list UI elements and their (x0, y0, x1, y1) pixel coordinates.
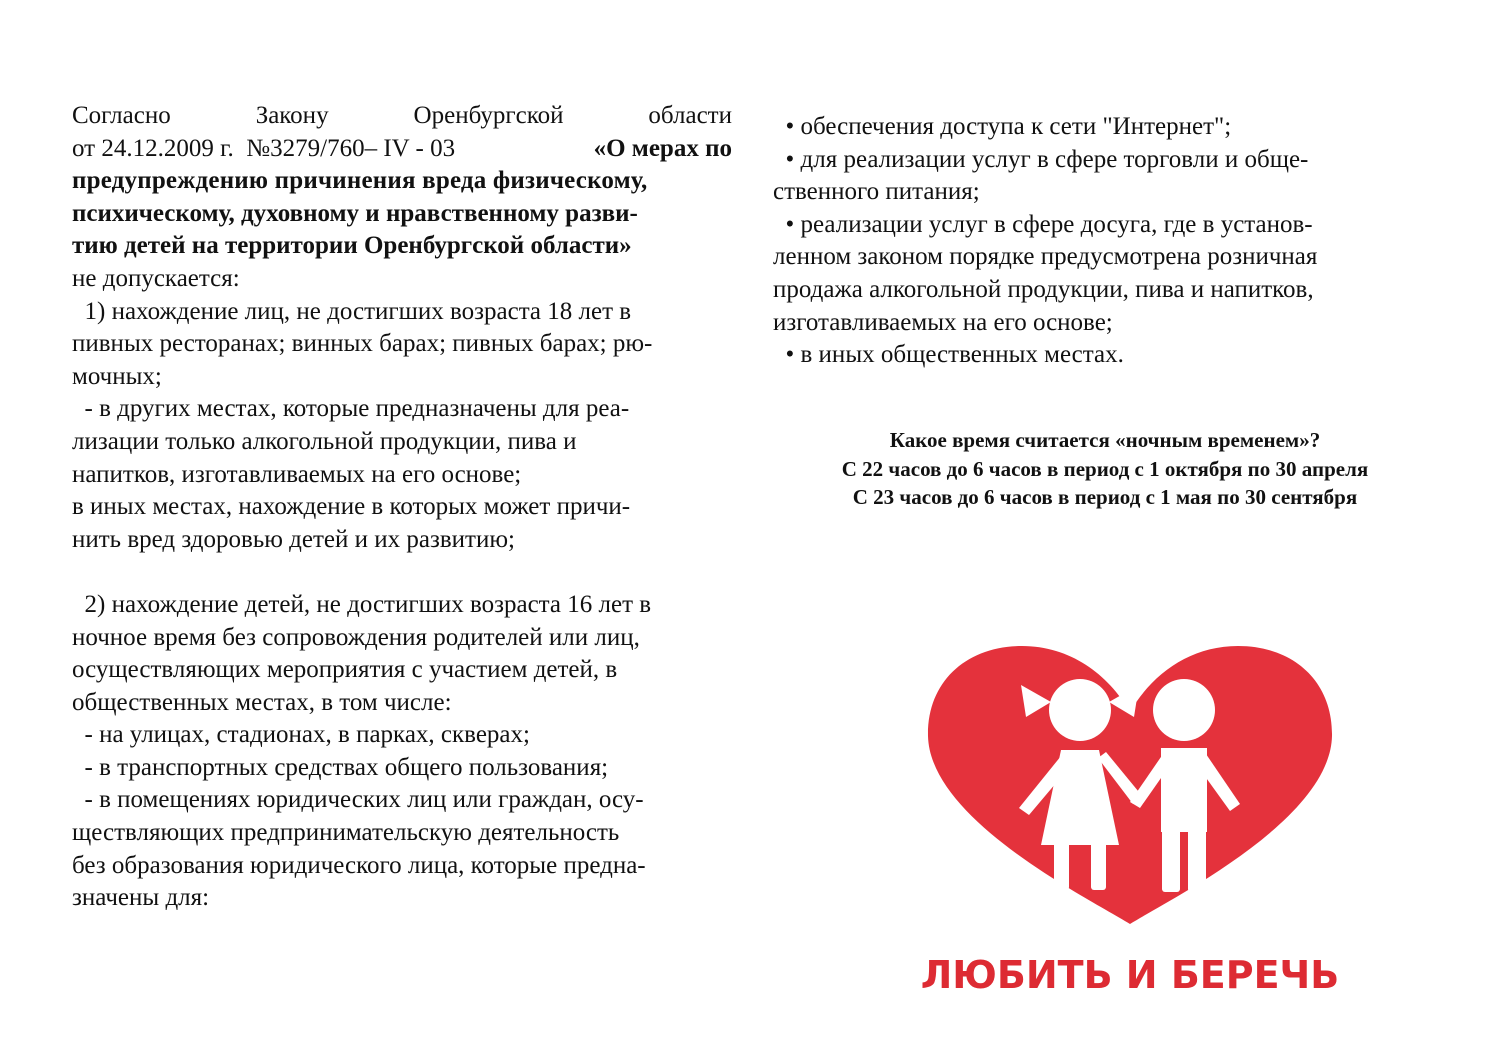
venue-line: изготавливаемых на его основе; (773, 308, 1113, 336)
love-and-protect-logo (918, 640, 1342, 1000)
item2-line: - на улицах, стадионах, в парках, скверах; (72, 721, 530, 749)
item2-line: 2) нахождение детей, не достигших возраста 16 лет в (72, 590, 652, 618)
item2-line: ществляющих предпринимательскую деятельность (72, 819, 620, 847)
item2-line: - в помещениях юридических лиц или граждан, осу- (72, 786, 644, 814)
logo-caption: ЛЮБИТЬ И БЕРЕЧЬ (920, 953, 1340, 997)
item1-line: - в других местах, которые предназначены для реа- (72, 395, 630, 423)
item2-line: без образования юридического лица, которые предна- (72, 851, 646, 879)
intro-word: Согласно (72, 102, 171, 129)
night-time-block (760, 426, 1450, 512)
heart-children-icon (918, 640, 1342, 1000)
law-title-start: «О мерах по (593, 134, 732, 162)
venue-line: • реализации услуг в сфере досуга, где в установ- (773, 210, 1313, 238)
intro-line (72, 100, 732, 133)
law-title-line: предупреждению причинения вреда физическому, (72, 167, 648, 195)
intro-word: Оренбургской (413, 102, 564, 129)
item2-line: общественных местах, в том числе: (72, 688, 452, 716)
item1-line: 1) нахождение лиц, не достигших возраста 18 лет в (72, 297, 632, 325)
night-time-period: С 23 часов до 6 часов в период с 1 мая по 30 сентября (852, 485, 1358, 509)
item1-line: лизации только алкогольной продукции, пива и (72, 427, 577, 455)
paragraph-spacer (72, 556, 732, 589)
law-date-number: от 24.12.2009 г. №3279/760– IV - 03 (72, 134, 456, 162)
item1-line: напитков, изготавливаемых на его основе; (72, 460, 522, 488)
night-time-question: Какое время считается «ночным временем»? (889, 428, 1321, 452)
right-column (773, 111, 1413, 372)
intro-word: области (648, 102, 732, 129)
item2-line: ночное время без сопровождения родителей или лиц, (72, 623, 640, 651)
law-reference-line (72, 133, 732, 166)
item2-line: осуществляющих мероприятия с участием детей, в (72, 656, 618, 684)
venue-line: ственного питания; (773, 178, 980, 206)
item1-line: мочных; (72, 362, 162, 390)
law-title-line: тию детей на территории Оренбургской области» (72, 232, 632, 260)
item1-line: пивных ресторанах; винных барах; пивных барах; рю- (72, 330, 653, 358)
venue-line: ленном законом порядке предусмотрена розничная (773, 243, 1318, 271)
item2-line: - в транспортных средствах общего пользования; (72, 753, 609, 781)
venue-line: продажа алкогольной продукции, пива и напитков, (773, 275, 1314, 303)
left-column (72, 100, 732, 915)
law-title-line: психическому, духовному и нравственному разви- (72, 199, 638, 227)
night-time-period: С 22 часов до 6 часов в период с 1 октября по 30 апреля (841, 456, 1369, 481)
venue-line: • обеспечения доступа к сети "Интернет"; (773, 113, 1232, 140)
item1-line: нить вред здоровью детей и их развитию; (72, 525, 515, 553)
not-allowed-text: не допускается: (72, 264, 240, 292)
item2-line: значены для: (72, 884, 210, 912)
intro-word: Закону (255, 102, 329, 129)
item1-line: в иных местах, нахождение в которых может причи- (72, 493, 631, 521)
venue-line: • для реализации услуг в сфере торговли и обще- (773, 145, 1309, 173)
venue-line: • в иных общественных местах. (773, 341, 1124, 369)
